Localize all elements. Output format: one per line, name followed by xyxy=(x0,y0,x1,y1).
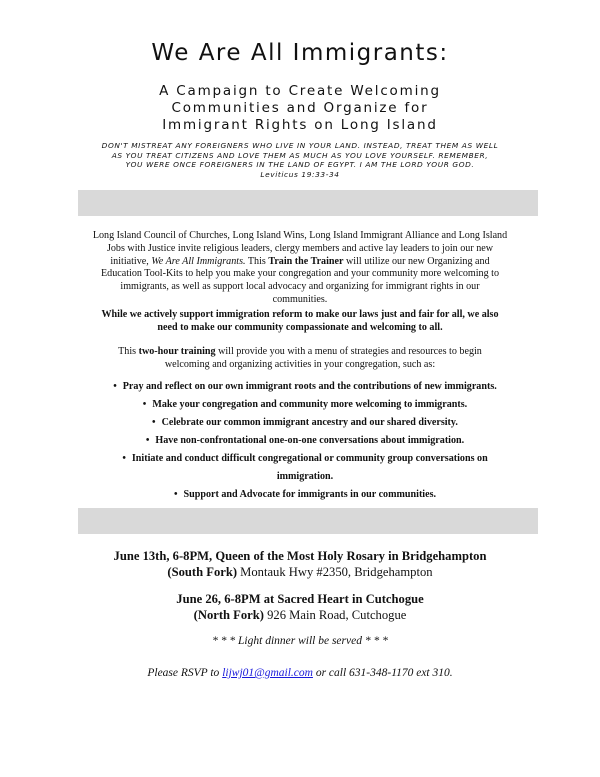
event-details xyxy=(60,548,540,681)
subtitle-line: A Campaign to Create Welcoming xyxy=(159,83,441,99)
list-item-text: Make your congregation and community more welcoming to immigrants. xyxy=(152,399,468,410)
mission-statement xyxy=(80,309,520,335)
event-title: June 26, 6-8PM at Sacred Heart in Cutchogue xyxy=(176,592,424,606)
initiative-name: We Are All Immigrants. xyxy=(151,255,246,267)
intro-line: communities. xyxy=(272,293,328,305)
dinner-note: * * * Light dinner will be served * * * xyxy=(212,635,388,647)
activity-list xyxy=(90,378,520,504)
training-paragraph xyxy=(80,346,520,372)
event-title: June 13th, 6-8PM, Queen of the Most Holy Rosary in Bridgehampton xyxy=(113,549,487,563)
list-item-text: Have non-confrontational one-on-one conversations about immigration. xyxy=(155,435,465,446)
intro-text: will utilize our new Organizing and xyxy=(343,255,490,267)
page-title: We Are All Immigrants: xyxy=(151,40,449,66)
event-region: (North Fork) xyxy=(193,608,264,622)
intro-line xyxy=(80,256,520,269)
scripture-line: YOU WERE ONCE FOREIGNERS IN THE LAND OF EGYPT. I AM THE LORD YOUR GOD. xyxy=(125,160,475,169)
list-item-text: Pray and reflect on our own immigrant roots and the contributions of new immigrants. xyxy=(122,381,497,392)
divider-bar xyxy=(78,508,538,534)
program-name: Train the Trainer xyxy=(268,255,344,267)
training-line: welcoming and organizing activities in your congregation, such as: xyxy=(164,358,436,370)
scripture-line: DON'T MISTREAT ANY FOREIGNERS WHO LIVE IN YOUR LAND. INSTEAD, TREAT THEM AS WELL xyxy=(101,141,499,150)
list-item xyxy=(90,432,520,450)
training-text: This xyxy=(118,346,139,357)
divider-bar xyxy=(78,190,538,216)
list-item xyxy=(90,378,520,396)
intro-paragraph xyxy=(80,230,520,307)
event-address: Montauk Hwy #2350, Bridgehampton xyxy=(237,565,433,579)
bullet-icon: • xyxy=(173,489,178,500)
scripture-quote xyxy=(0,141,600,179)
list-item xyxy=(90,486,520,504)
list-item-continuation: immigration. xyxy=(276,471,334,482)
event-region: (South Fork) xyxy=(167,565,238,579)
mission-line: While we actively support immigration reform to make our laws just and fair for all, we also xyxy=(101,309,499,320)
rsvp-line xyxy=(60,665,540,681)
list-item xyxy=(90,414,520,432)
intro-line: Long Island Council of Churches, Long Island Wins, Long Island Immigrant Alliance and Long Island xyxy=(92,230,508,241)
intro-line: Jobs with Justice invite religious leaders, clergy members and active lay leaders to join our new xyxy=(106,242,494,254)
scripture-line: AS YOU TREAT CITIZENS AND LOVE THEM AS MUCH AS YOU LOVE YOURSELF. REMEMBER, xyxy=(111,150,489,160)
list-item-text: Celebrate our common immigrant ancestry and our shared diversity. xyxy=(161,417,458,428)
list-item-text: Support and Advocate for immigrants in our communities. xyxy=(183,489,437,500)
list-item xyxy=(90,450,520,468)
scripture-citation: Leviticus 19:33-34 xyxy=(260,169,340,179)
email-link[interactable]: lijwj01@gmail.com xyxy=(222,667,313,679)
subtitle-line: Immigrant Rights on Long Island xyxy=(162,117,438,133)
intro-text: This xyxy=(245,255,269,267)
bullet-icon: • xyxy=(145,435,150,446)
bullet-icon: • xyxy=(122,453,126,464)
list-item xyxy=(90,396,520,414)
subtitle xyxy=(0,83,600,134)
subtitle-line: Communities and Organize for xyxy=(171,100,429,116)
bullet-icon: • xyxy=(152,417,156,428)
training-duration: two-hour training xyxy=(138,346,216,357)
intro-line: Education Tool-Kits to help you make your congregation and your community more welcoming to xyxy=(100,268,499,280)
training-text: will provide you with a menu of strategies and resources to begin xyxy=(215,346,482,357)
intro-line: immigrants, as well as support local advocacy and organizing for immigrant rights in our xyxy=(120,281,480,293)
rsvp-text: Please RSVP to xyxy=(147,667,223,679)
event-location xyxy=(60,564,540,580)
bullet-icon: • xyxy=(142,399,147,410)
mission-line: need to make our community compassionate and welcoming to all. xyxy=(157,321,443,333)
event-address: 926 Main Road, Cutchogue xyxy=(263,608,407,622)
intro-text: initiative, xyxy=(110,255,152,267)
training-line xyxy=(80,346,520,359)
event-location xyxy=(60,607,540,623)
spacer xyxy=(60,580,540,591)
list-item-text: Initiate and conduct difficult congregational or community group conversations on xyxy=(131,453,488,464)
rsvp-text: or call 631-348-1170 ext 310. xyxy=(312,667,453,679)
bullet-icon: • xyxy=(113,381,117,392)
